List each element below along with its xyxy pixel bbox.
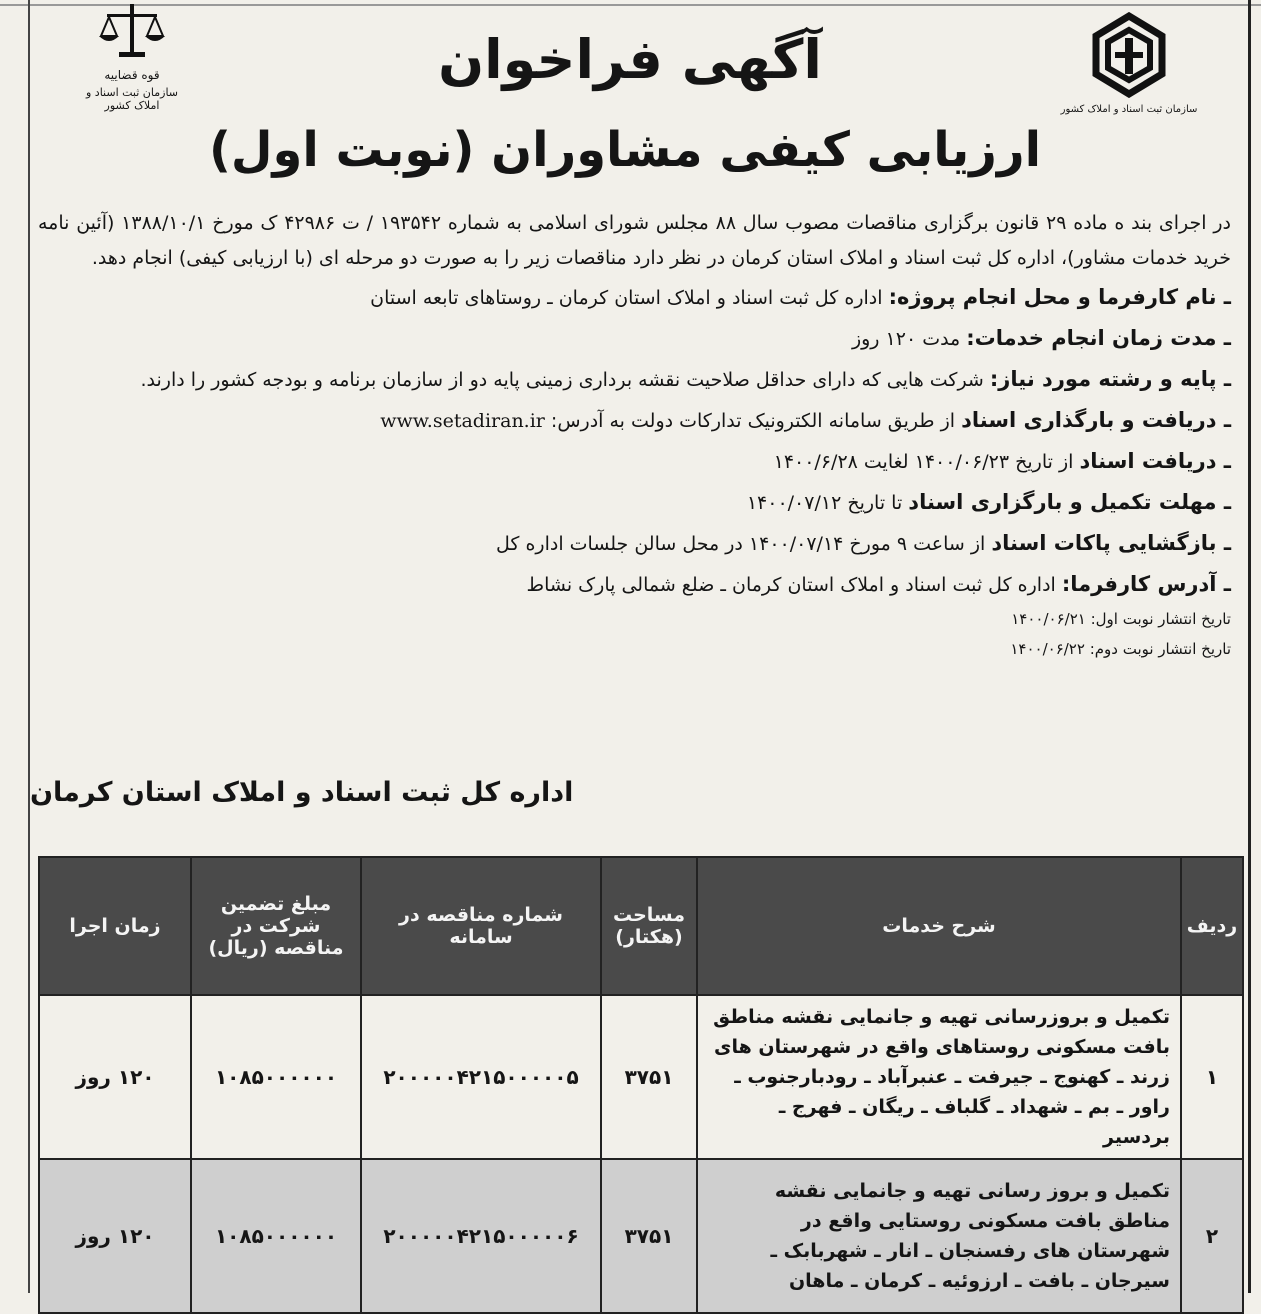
item-text: از تاریخ ۱۴۰۰/۰۶/۲۳ لغایت ۱۴۰۰/۶/۲۸	[773, 451, 1080, 473]
item-text: از ساعت ۹ مورخ ۱۴۰۰/۰۷/۱۴ در محل سالن جلسات اداره کل	[495, 533, 992, 555]
header-execution-time: زمان اجرا	[39, 857, 191, 995]
notice-body	[38, 206, 1231, 664]
tender-number: ۲۰۰۰۰۰۴۲۱۵۰۰۰۰۰۵	[361, 995, 601, 1159]
first-publication-date: تاریخ انتشار نوبت اول: ۱۴۰۰/۰۶/۲۱	[1011, 610, 1231, 628]
item-label: ـ پایه و رشته مورد نیاز:	[989, 367, 1231, 391]
notice-subtitle: ارزیابی کیفی مشاوران (نوبت اول)	[208, 122, 1042, 178]
guarantee-amount: ۱۰۸۵۰۰۰۰۰۰	[191, 995, 361, 1159]
scales-of-justice-icon	[97, 0, 167, 64]
item-label: ـ مدت زمان انجام خدمات:	[966, 326, 1231, 350]
setadiran-url: www.setadiran.ir	[380, 410, 545, 432]
item-text: اداره کل ثبت اسناد و املاک استان کرمان ـ روستاهای تابعه استان	[370, 287, 889, 309]
service-duration	[38, 319, 1231, 358]
item-text: مدت ۱۲۰ روز	[851, 328, 967, 350]
area-value: ۳۷۵۱	[601, 995, 697, 1159]
table-header-row	[39, 857, 1243, 995]
employer-address	[38, 565, 1231, 604]
second-publication-date: تاریخ انتشار نوبت دوم: ۱۴۰۰/۰۶/۲۲	[1010, 640, 1231, 658]
item-label: ـ نام کارفرما و محل انجام پروژه:	[888, 285, 1231, 309]
judiciary-logo	[72, 0, 192, 112]
header-service-description: شرح خدمات	[697, 857, 1181, 995]
upload-deadline	[38, 483, 1231, 522]
header-row-number: ردیف	[1181, 857, 1243, 995]
document-submission	[38, 401, 1231, 440]
notice-title: آگهی فراخوان	[438, 28, 822, 91]
table-row	[39, 1159, 1243, 1313]
guarantee-amount: ۱۰۸۵۰۰۰۰۰۰	[191, 1159, 361, 1313]
service-description: تکمیل و بروزرسانی تهیه و جانمایی نقشه مناطق بافت مسکونی روستاهای واقع در شهرستان های زرند ـ کهنوج ـ جیرفت ـ عنبرآباد ـ رودبارجنوب ـ راور ـ بم ـ شهداد ـ گلباف ـ ریگان ـ فهرج ـ بردسیر	[697, 995, 1181, 1159]
header-area: مساحت (هکتار)	[601, 857, 697, 995]
table-row	[39, 995, 1243, 1159]
area-value: ۳۷۵۱	[601, 1159, 697, 1313]
judiciary-subcaption: سازمان ثبت اسناد و املاک کشور	[85, 86, 179, 112]
row-number: ۱	[1181, 995, 1243, 1159]
item-text: اداره کل ثبت اسناد و املاک استان کرمان ـ ضلع شمالی پارک نشاط	[526, 574, 1062, 596]
item-text: از طریق سامانه الکترونیک تدارکات دولت به آدرس:	[544, 410, 962, 432]
item-label: ـ بازگشایی پاکات اسناد	[991, 531, 1231, 555]
intro-paragraph: در اجرای بند ه ماده ۲۹ قانون برگزاری مناقصات مصوب سال ۸۸ مجلس شورای اسلامی به شماره ۱۹۳۵۴۲ / ت ۴۲۹۸۶ ک مورخ ۱۳۸۸/۱۰/۱ (آئین نامه خرید خدمات مشاور)، اداره کل ثبت اسناد و املاک استان کرمان در نظر دارد مناقصات زیر را به صورت دو مرحله ای (با ارزیابی کیفی) انجام دهد.	[38, 212, 1231, 269]
registry-logo-caption: سازمان ثبت اسناد و املاک کشور	[1060, 104, 1198, 115]
right-border	[1248, 0, 1251, 1293]
document-receipt-dates	[38, 442, 1231, 481]
required-qualification	[38, 360, 1231, 399]
service-description: تکمیل و بروز رسانی تهیه و جانمایی نقشه مناطق بافت مسکونی روستایی واقع در شهرستان های رفسنجان ـ انار ـ شهربابک ـ سیرجان ـ بافت ـ ارزوئیه ـ کرمان ـ ماهان	[697, 1159, 1181, 1313]
header-guarantee-amount: مبلغ تضمین شرکت در مناقصه (ریال)	[191, 857, 361, 995]
item-label: ـ مهلت تکمیل و بارگزاری اسناد	[908, 490, 1231, 514]
employer-and-location	[38, 278, 1231, 317]
row-number: ۲	[1181, 1159, 1243, 1313]
header-tender-number: شماره مناقصه در سامانه	[361, 857, 601, 995]
item-text: تا تاریخ ۱۴۰۰/۰۷/۱۲	[746, 492, 909, 514]
item-text: شرکت هایی که دارای حداقل صلاحیت نقشه برداری زمینی پایه دو از سازمان برنامه و بودجه کشور را دارند.	[140, 369, 990, 391]
tender-table	[38, 856, 1244, 1314]
registry-emblem-icon	[1088, 12, 1170, 98]
item-label: ـ دریافت و بارگذاری اسناد	[961, 408, 1231, 432]
judiciary-caption: قوه قضاییه	[104, 68, 160, 82]
organization-signature: اداره کل ثبت اسناد و املاک استان کرمان	[30, 777, 574, 808]
item-label: ـ آدرس کارفرما:	[1061, 572, 1231, 596]
registry-logo	[1059, 12, 1199, 115]
execution-time: ۱۲۰ روز	[39, 1159, 191, 1313]
tender-number: ۲۰۰۰۰۰۴۲۱۵۰۰۰۰۰۶	[361, 1159, 601, 1313]
envelope-opening	[38, 524, 1231, 563]
execution-time: ۱۲۰ روز	[39, 995, 191, 1159]
left-border	[28, 0, 30, 1293]
item-label: ـ دریافت اسناد	[1079, 449, 1231, 473]
